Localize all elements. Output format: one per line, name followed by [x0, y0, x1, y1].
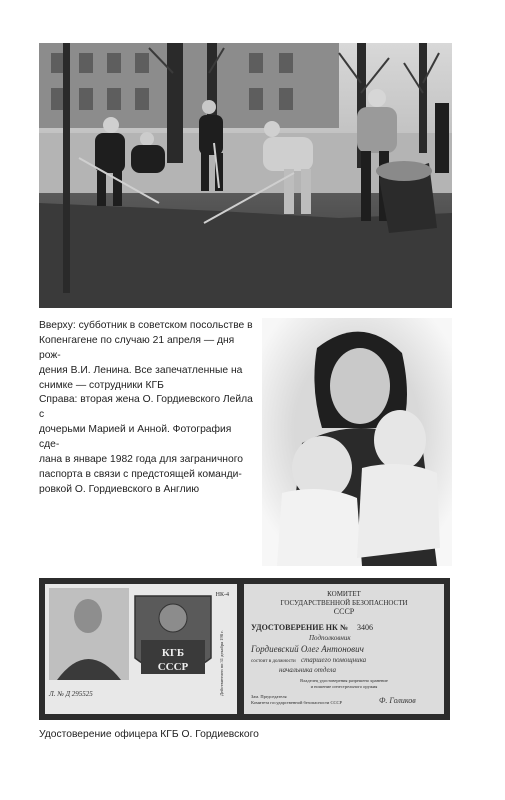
small-line1: Владелец удостоверения разрешено хранение	[300, 678, 388, 683]
small-line3: Зам. Председателя	[251, 694, 287, 699]
committee-line2: ГОСУДАРСТВЕННОЙ БЕЗОПАСНОСТИ	[280, 599, 408, 607]
position-handwritten: старшего помощника	[301, 656, 367, 664]
caption-subbotnik: Вверху: субботник в советском посольстве в Копенгагене по случаю 21 апреля — дня рож- дения В.И. Ленина. Все запечатленные на снимке — сотрудники КГБ	[39, 320, 253, 391]
family-photo	[262, 318, 452, 566]
emblem-text-kgb: КГБ	[161, 647, 185, 659]
badge-hk: НК-4	[215, 592, 229, 598]
emblem-text-ussr: СССР	[157, 661, 189, 673]
committee-line1: КОМИТЕТ	[327, 590, 361, 598]
subbotnik-photo	[39, 43, 452, 308]
caption-family: Справа: вторая жена О. Гордиевского Лейла с дочерьми Марией и Анной. Фотография сде- лана в январе 1982 года для заграничного паспорта в связи с предстоящей команди- ровкой О. Гордиевского в Англию	[39, 394, 253, 495]
position-handwritten-2: начальника отдела	[279, 666, 337, 674]
committee-line3: СССР	[333, 607, 355, 616]
signature: Ф. Голиков	[379, 696, 416, 705]
small-line2: и ношение огнестрельного оружия	[310, 684, 378, 689]
position-prefix: состоит в должности	[251, 659, 296, 664]
kgb-emblem	[135, 596, 211, 674]
name-handwritten: Гордиевский Олег Антонович	[251, 644, 364, 654]
cert-number: 3406	[357, 623, 373, 632]
kgb-id-card	[39, 578, 450, 720]
rank-handwritten: Подполковник	[309, 634, 351, 642]
small-line4: Комитета государственной безопасности СССР	[251, 700, 342, 705]
cert-label: УДОСТОВЕРЕНИЕ НК №	[251, 623, 348, 632]
serial-number: Л. № Д 295525	[49, 690, 93, 698]
caption-id-card: Удостоверение офицера КГБ О. Гордиевского	[39, 729, 259, 740]
validity-vertical: Действителен по 31 декабря 198 г.	[219, 630, 224, 696]
